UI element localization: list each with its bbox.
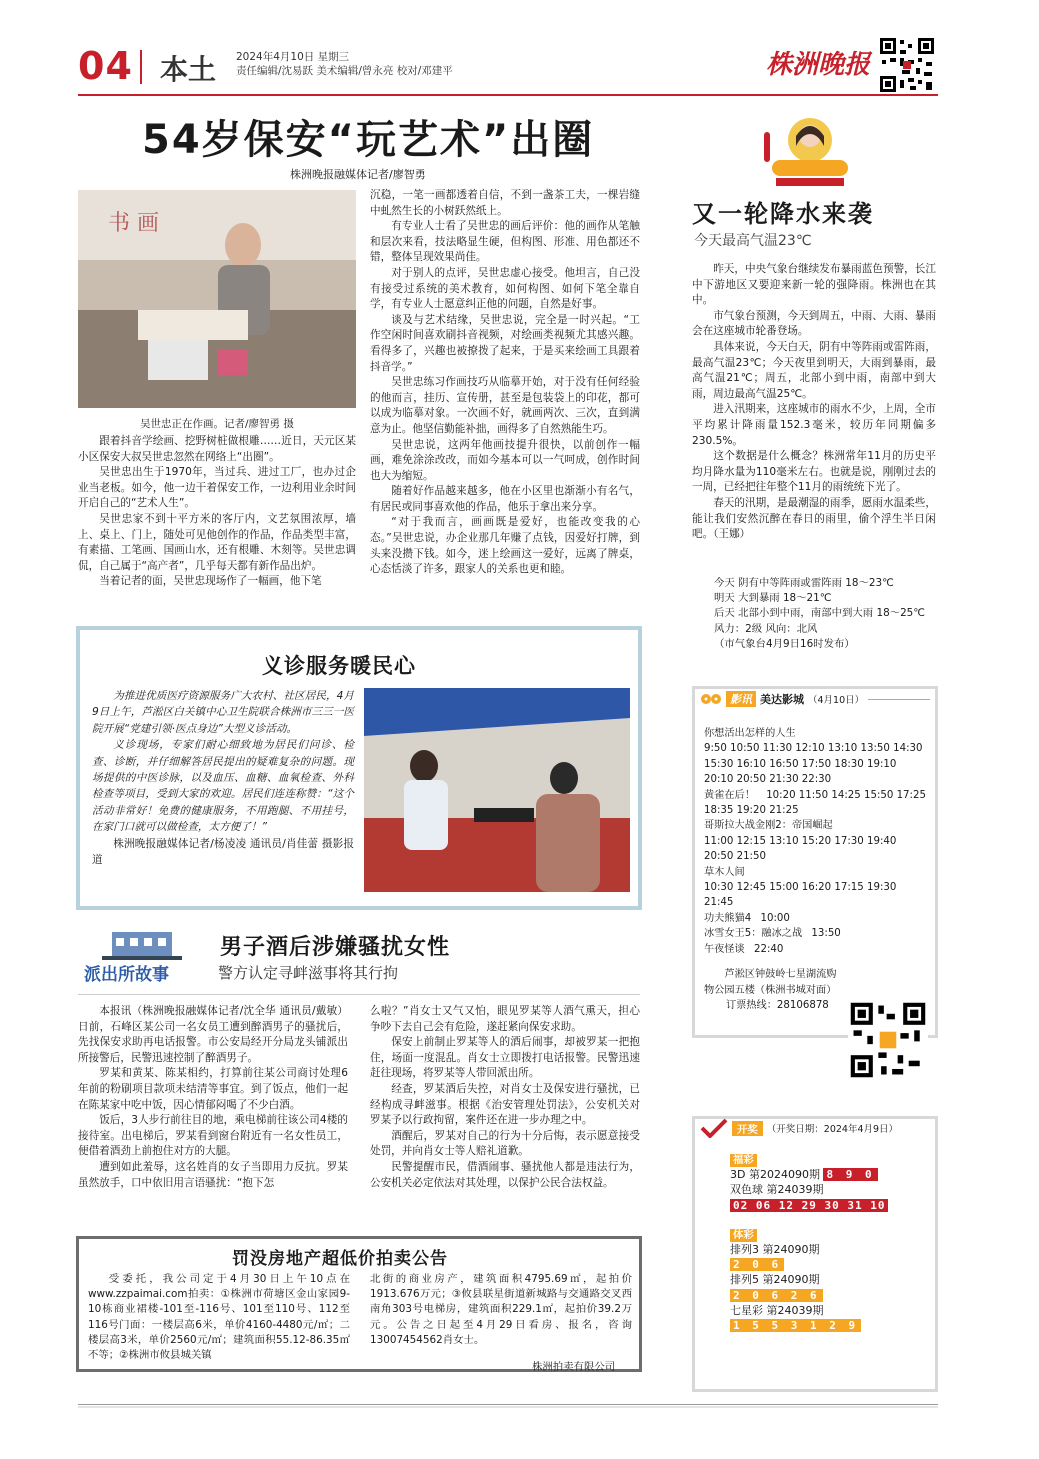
paragraph: 为推进优质医疗资源服务广大农村、社区居民，4月9日上午，芦淞区白关镇中心卫生院联合株洲市三三一医院开展“党建引领·医点身边”大型义诊活动。: [92, 690, 354, 735]
byline: 株洲晚报融媒体记者/廖智勇: [290, 168, 426, 181]
film-times: 10:20 11:50 14:25 15:50 17:25 18:35 19:20 21:25: [704, 789, 926, 817]
clinic-title: 义诊服务暖民心: [262, 654, 416, 678]
story-column-2: [370, 188, 640, 578]
film-listing: [704, 818, 926, 864]
headline: 54岁保安“玩艺术”出圈: [142, 117, 595, 163]
draw-numbers: 1 5 5 3 1 2 9: [730, 1319, 861, 1332]
paragraph: 这个数据是什么概念？株洲常年11月的历史平均月降水量为110毫米左右。也就是说，刚刚过去的一周，已经把往年整个11月的雨统统下光了。: [692, 450, 936, 494]
section-name: 本土: [160, 53, 217, 86]
film-times: 9:50 10:50 11:30 12:10 13:10 13:50 14:30 15:30 16:10 16:50 17:50 18:30 19:10 20:10 20:50 21:30 22:30: [704, 743, 923, 786]
header-divider: [140, 50, 142, 84]
paragraph: 义诊现场，专家们耐心细致地为居民们问诊、检查、诊断，并仔细解答居民提出的疑难复杂的问题。现场提供的中医诊脉，以及血压、血糖、血氧检查、外科检查等项目，受到大家的欢迎。居民们连连称赞：“这个活动非常好！免费的健康服务，不用跑腿、不用挂号，在家门口就可以做检查，太方便了！”: [92, 739, 354, 834]
film-times: 22:40: [754, 943, 784, 955]
lottery-draw: [730, 1242, 930, 1272]
date-line: 2024年4月10日 星期三: [236, 51, 350, 63]
footer-rule-shadow: [78, 1406, 938, 1408]
film-times: 13:50: [811, 928, 841, 940]
draw-name: 3D 第2024090期: [730, 1168, 820, 1182]
film-reel-icon: [700, 691, 722, 707]
police-station-icon: [82, 928, 202, 988]
paragraph: 有专业人士看了吴世忠的画后评价：他的画作从笔触和层次来看，技法略显生硬，但构图、形准、用色都还不错，整体呈现效果尚佳。: [370, 220, 640, 264]
auction-column-1: [88, 1272, 350, 1363]
draw-name: 七星彩 第24039期: [730, 1303, 824, 1317]
film-times: 10:00: [760, 912, 790, 924]
category-label: 福彩: [730, 1154, 757, 1167]
paragraph: 北街的商业房产，建筑面积4795.69㎡，起拍价1913.676万元；③攸县联星街道新城路与交通路交叉西南角303号电梯房，建筑面积229.1㎡，起拍价39.2万元。公告之日起至4月29日看房、报名，咨询13007454562肖女士。: [370, 1273, 632, 1346]
paragraph: 吴世忠说，这两年他画技提升很快，以前创作一幅画，难免涂涂改改，而如今基本可以一气呵成，创作时间也大为缩短。: [370, 438, 640, 482]
footer-rule: [78, 1404, 938, 1405]
lottery-date: （开奖日期：2024年4月9日）: [766, 1124, 899, 1135]
check-icon: [700, 1118, 728, 1138]
film-title: 你想活出怎样的人生: [704, 728, 796, 739]
header-rule: [78, 94, 938, 96]
cinema-address: 芦淞区钟鼓岭七星湖流购物公园五楼（株洲书城对面）: [704, 969, 837, 996]
forecast-tomorrow: 明天 大到暴雨 18～21℃: [714, 592, 832, 605]
cinema-listings: [704, 726, 926, 1013]
cinema-badge: 影讯: [726, 691, 756, 707]
weather-subtitle: 今天最高气温23℃: [694, 233, 812, 249]
lottery-draw: [730, 1167, 930, 1182]
film-title: 午夜怪谈: [704, 943, 745, 955]
paragraph: 市气象台预测，今天到周五，中雨、大雨、暴雨会在这座城市轮番登场。: [692, 309, 936, 338]
draw-numbers: 2 0 6: [730, 1258, 784, 1271]
weather-title: 又一轮降水来袭: [692, 200, 874, 228]
category-label: 体彩: [730, 1229, 757, 1242]
paragraph: 遭到如此羞辱，这名姓肖的女子当即用力反抗。罗某虽然放手，口中依旧用言语骚扰：“抱下怎: [78, 1160, 348, 1189]
paragraph: 当着记者的面，吴世忠现场作了一幅画，他下笔: [99, 575, 322, 588]
divider: [868, 699, 930, 700]
film-title: 黄雀在后！: [704, 789, 755, 801]
forecast-wind: 风力：2级 风向：北风: [714, 622, 818, 635]
lottery-category-welfare: [730, 1152, 930, 1213]
film-listing: [704, 726, 926, 788]
cinema-name: 美达影城: [760, 693, 804, 706]
film-listing: [704, 942, 926, 957]
paragraph: 沉稳，一笔一画都透着自信，不到一盏茶工夫，一棵岩缝中虬然生长的小树跃然纸上。: [370, 189, 640, 217]
paragraph: 具体来说，今天白天，阴有中等阵雨或雷阵雨，最高气温23℃；今天夜里到明天，大雨到暴雨，最高气温21℃；周五，北部小到中雨，南部中到大雨，周边最高气温25℃。: [692, 340, 936, 400]
cinema-header: [700, 690, 930, 708]
clinic-photo: [364, 688, 630, 892]
paragraph: 跟着抖音学绘画、挖野树桩做根雕……近日，天元区某小区保安大叔吴世忠忽然在网络上“出圈”。: [78, 435, 356, 463]
police-headline: 男子酒后涉嫌骚扰女性: [220, 934, 451, 960]
paragraph: 受委托，我公司定于4月30日上午10点在www.zzpaimai.com拍卖：①株洲市荷塘区金山家园9-10栋商业裙楼-101至-116号、101至110号、112至116号门面：一楼层高6米，单价4160-4480元/㎡；二楼层高3米，单价2560元/㎡；建筑面积55.12-86.35㎡不等；②株洲市攸县城关镇: [88, 1273, 350, 1362]
paragraph: 本报讯（株洲晚报融媒体记者/沈全华 通讯员/戴敏） 日前，石峰区某公司一名女员工遭到醉酒男子的骚扰后，先找保安求助再电话报警。市公安局经开分局龙头铺派出所接警后，民警迅速控制了醉酒男子。: [78, 1005, 348, 1064]
film-listing: [704, 911, 926, 926]
forecast-source: （市气象台4月9日16时发布）: [714, 637, 855, 650]
paragraph: 经查，罗某酒后失控，对肖女士及保安进行骚扰，已经构成寻衅滋事。根据《治安管理处罚法》，公安机关对罗某予以行政拘留，案件还在进一步办理之中。: [370, 1082, 640, 1127]
paragraph: 株洲晚报融媒体记者/杨凌凌 通讯员/肖佳蕾 摄影报道: [92, 837, 354, 867]
paragraph: 春天的汛期，是最潮湿的雨季，愿雨水温柔些，能让我们安然沉醉在春日的雨里，偷个浮生半日闲吧。（王娜）: [692, 496, 936, 541]
lottery-results: [730, 1152, 930, 1339]
paragraph: “对于我而言，画画既是爱好，也能改变我的心态。”吴世忠说，办企业那几年赚了点钱，因爱好打牌，到头来没攒下钱。如今，迷上绘画这一爱好，远离了牌桌，心态恬淡了许多，跟家人的关系也更和睦。: [370, 516, 640, 576]
police-column-1: [78, 1004, 348, 1191]
film-title: 冰雪女王5：融冰之战: [704, 928, 803, 940]
clinic-text: [92, 688, 354, 868]
cinema-date: （4月10日）: [808, 695, 865, 706]
photo-caption: 吴世忠正在作画。记者/廖智勇 摄: [140, 418, 294, 430]
divider: [78, 994, 640, 995]
paragraph: 罗某和黄某、陈某相约，打算前往某公司商讨处理6年前的粉刷项目款项未结清等事宜。到了饭点，他们一起在陈某家中吃中饭，因心情郁闷喝了不少白酒。: [78, 1067, 348, 1111]
lottery-draw: [730, 1303, 930, 1333]
paragraph: 昨天，中央气象台继续发布暴雨蓝色预警，长江中下游地区又要迎来新一轮的强降雨。株洲也在其中。: [692, 263, 936, 307]
paragraph: 保安上前制止罗某等人的酒后闹事，却被罗某一把抱住，场面一度混乱。肖女士立即拨打电话报警。民警迅速赶往现场，将罗某等人带回派出所。: [370, 1036, 640, 1080]
lottery-badge: 开奖: [732, 1121, 763, 1136]
header-info: [236, 50, 453, 78]
film-times: 10:30 12:45 15:00 16:20 17:15 19:30 21:45: [704, 882, 897, 909]
auction-signature: 株洲拍卖有限公司: [532, 1361, 616, 1373]
paragraph: 谈及与艺术结缘，吴世忠说，完全是一时兴起。“工作空闲时间喜欢刷抖音视频，对绘画类视频尤其感兴趣。看得多了，兴趣也被撩拨了起来，于是买来绘画工具跟着抖音学。”: [370, 313, 640, 373]
lottery-draw: [730, 1272, 930, 1302]
police-label: 派出所故事: [84, 965, 169, 985]
draw-name: 排列5 第24090期: [730, 1273, 820, 1287]
film-title: 哥斯拉大战金刚2：帝国崛起: [704, 820, 833, 832]
draw-numbers: 2 0 6 2 6: [730, 1289, 823, 1302]
weather-anchor-icon: [760, 112, 860, 192]
auction-column-2: [370, 1272, 632, 1348]
paragraph: 对于别人的点评，吴世忠虚心接受。他坦言，自己没有接受过系统的美术教育，如何构图、如何下笔全靠自学，有专业人士愿意纠正他的问题，自然是好事。: [370, 266, 640, 311]
editors-line: 责任编辑/沈易跃 美术编辑/曾永亮 校对/邓建平: [236, 65, 453, 77]
film-title: 草木人间: [704, 866, 745, 878]
film-listing: [704, 865, 926, 911]
paragraph: 吴世忠出生于1970年，当过兵、进过工厂，也办过企业当老板。如今，他一边干着保安工作，一边利用业余时间开启自己的“艺术人生”。: [78, 466, 356, 510]
film-listing: [704, 788, 926, 819]
paragraph: 吴世忠家不到十平方米的客厅内，文艺氛围浓厚，墙上、桌上、门上，随处可见他创作的作品，作品类型丰富，有素描、工笔画、国画山水，还有根雕、木刻等。吴世忠调侃，自己属于“高产者”，几乎每天都有新作品出炉。: [78, 512, 356, 572]
draw-name: 双色球 第24039期: [730, 1183, 824, 1197]
film-listing: [704, 926, 926, 941]
paragraph: 饭后，3人步行前往目的地，乘电梯前往该公司4楼的接待室。出电梯后，罗某看到窗台附近有一名女性员工，便借着酒劲上前抱住对方的大腿。: [78, 1114, 348, 1158]
story-column-1: [78, 434, 356, 590]
cinema-hotline: 订票热线：28106878: [726, 999, 829, 1011]
lottery-draw: [730, 1182, 930, 1212]
paragraph: 随着好作品越来越多，他在小区里也渐渐小有名气，有居民或同事喜欢他的作品，他乐于拿出来分享。: [370, 485, 640, 513]
lottery-header: [700, 1118, 934, 1138]
paragraph: 么啦？”肖女士又气又怕，眼见罗某等人酒气熏天，担心争吵下去自己会有危险，遂赶紧向保安求助。: [370, 1005, 640, 1033]
paragraph: 进入汛期来，这座城市的雨水不少，上周，全市平均累计降雨量152.3毫米，较历年同期偏多230.5%。: [692, 403, 936, 447]
page-number: 04: [78, 44, 133, 88]
police-column-2: [370, 1004, 640, 1191]
svg-text:书 画: 书 画: [108, 211, 159, 236]
forecast-block: [692, 576, 936, 652]
police-subheadline: 警方认定寻衅滋事将其行拘: [218, 964, 399, 982]
qr-code-icon[interactable]: [878, 36, 936, 94]
paragraph: 酒醒后，罗某对自己的行为十分后悔，表示愿意接受处罚，并向肖女士等人赔礼道歉。: [370, 1129, 640, 1158]
cinema-qr-code-icon[interactable]: [848, 1000, 928, 1080]
forecast-today: 今天 阴有中等阵雨或雷阵雨 18～23℃: [714, 577, 894, 589]
draw-numbers: 02 06 12 29 30 31 10: [730, 1199, 888, 1212]
auction-title: 罚没房地产超低价拍卖公告: [232, 1249, 448, 1269]
film-title: 功夫熊猫4: [704, 912, 752, 924]
weather-body: [692, 262, 936, 543]
forecast-day-after: 后天 北部小到中雨，南部中到大雨 18～25℃: [714, 607, 925, 620]
paragraph: 吴世忠练习作画技巧从临摹开始，对于没有任何经验的他而言，挂历、宣传册，甚至是包装袋上的印花，都可以成为临摹对象。一次画不好，就画两次、三次，直到满意为止。他坚信勤能补拙，画得多了自然熟能生巧。: [370, 376, 640, 435]
draw-name: 排列3 第24090期: [730, 1243, 820, 1257]
lottery-category-sports: [730, 1227, 930, 1333]
draw-numbers: 8 9 0: [823, 1168, 877, 1181]
film-times: 11:00 12:15 13:10 15:20 17:30 19:40 20:50 21:50: [704, 835, 897, 863]
paragraph: 民警提醒市民，借酒闹事、骚扰他人都是违法行为，公安机关必定依法对其处理，以保护公民合法权益。: [370, 1160, 640, 1189]
artist-photo: [78, 190, 356, 408]
masthead-logo: 株洲晚报: [766, 50, 871, 80]
